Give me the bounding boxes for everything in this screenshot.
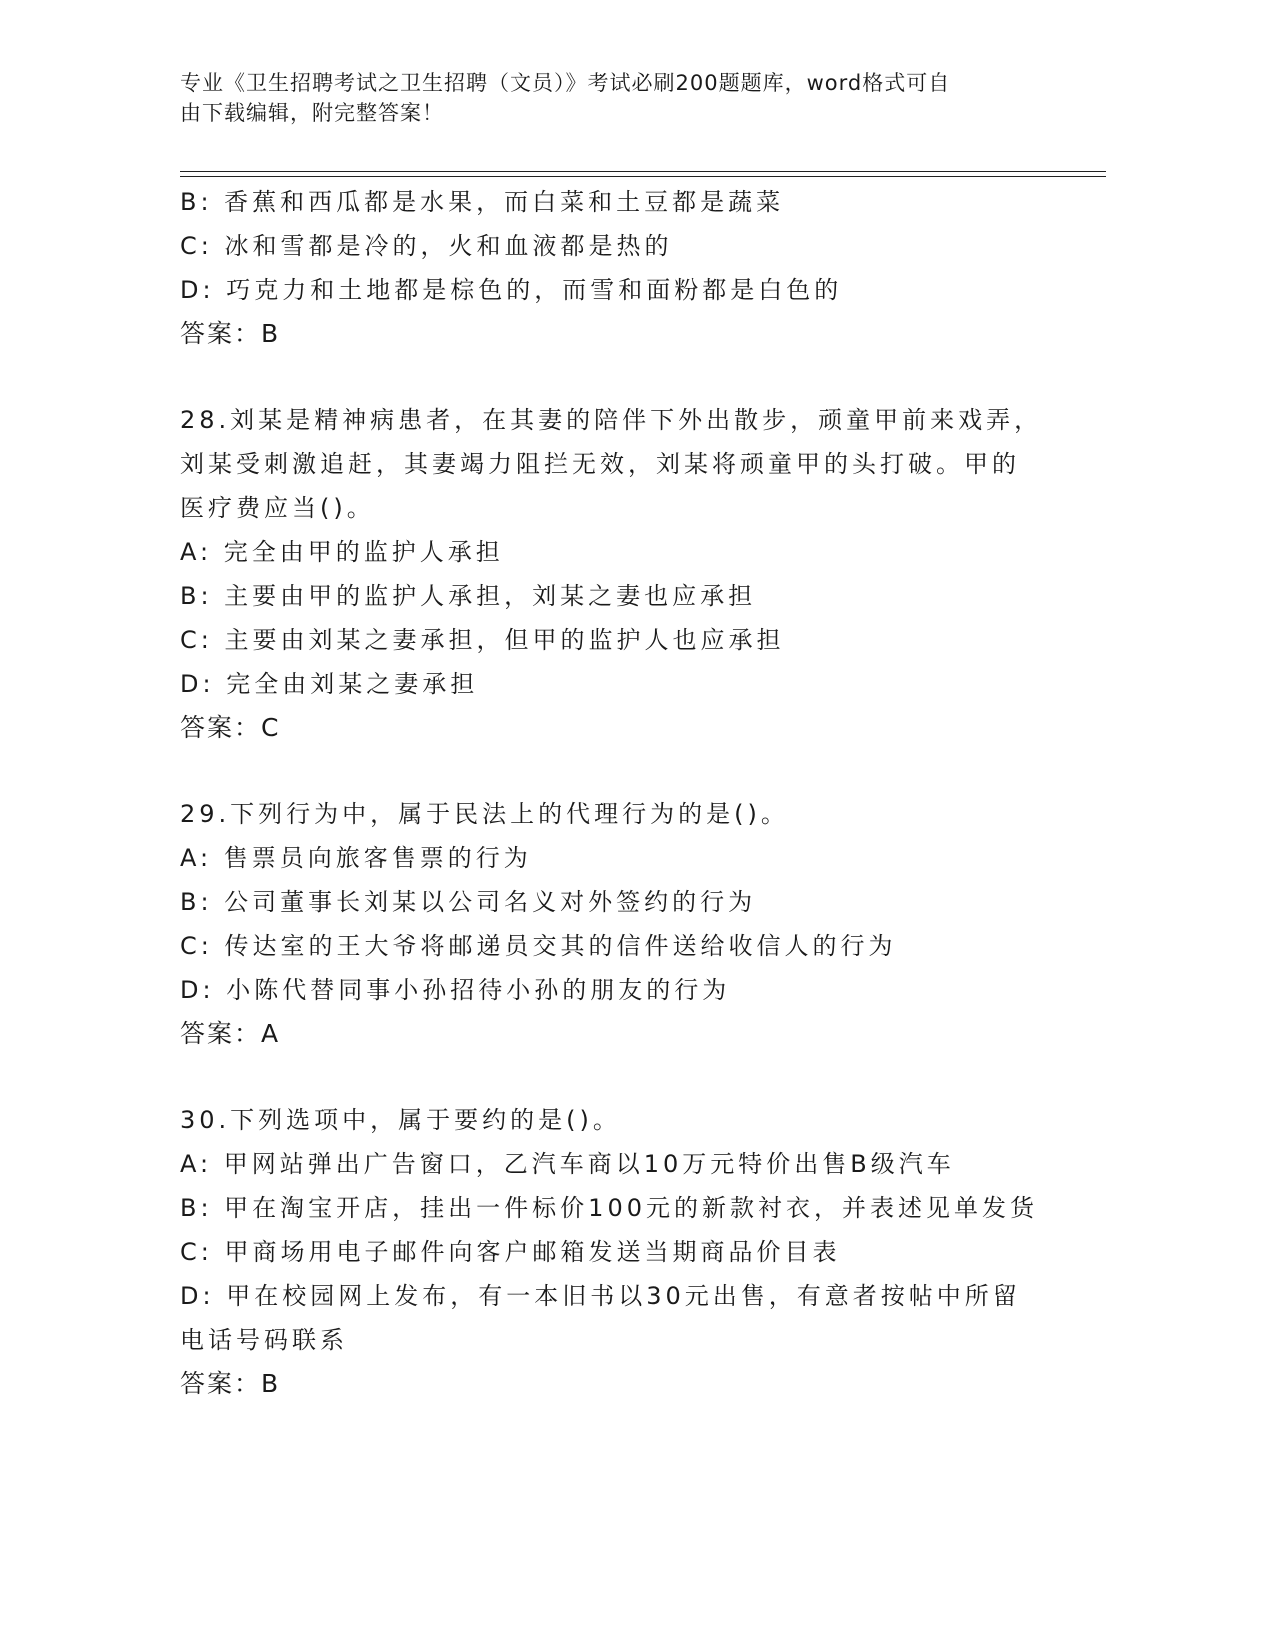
option-a: A: 甲网站弹出广告窗口，乙汽车商以10万元特价出售B级汽车 [180,1150,955,1178]
question-29 [180,792,1060,1056]
option-b: B: 甲在淘宝开店，挂出一件标价100元的新款衬衣，并表述见单发货 [180,1194,1038,1222]
question-stem-line-2: 刘某受刺激追赶，其妻竭力阻拦无效，刘某将顽童甲的头打破。甲的 [180,450,1020,478]
option-a: A: 售票员向旅客售票的行为 [180,844,532,872]
option-b: B: 主要由甲的监护人承担，刘某之妻也应承担 [180,582,757,610]
spacer [180,1056,1060,1098]
answer: 答案：C [180,713,281,742]
option-c: C: 冰和雪都是冷的，火和血液都是热的 [180,232,673,260]
option-a: A: 完全由甲的监护人承担 [180,538,504,566]
header-rule-top [180,171,1106,172]
question-stem: 30.下列选项中，属于要约的是()。 [180,1106,621,1134]
question-stem-line-3: 医疗费应当()。 [180,494,375,522]
answer: 答案：A [180,1019,281,1048]
answer: 答案：B [180,319,281,348]
option-d-line-2: 电话号码联系 [180,1326,348,1354]
document-body [180,180,1060,1406]
header-line-1: 专业《卫生招聘考试之卫生招聘（文员）》考试必刷200题题库，word格式可自 [180,71,951,95]
question-30 [180,1098,1060,1406]
answer: 答案：B [180,1369,281,1398]
question-28 [180,398,1060,750]
option-b: B: 公司董事长刘某以公司名义对外签约的行为 [180,888,757,916]
header-rule-bottom [180,176,1106,177]
option-d: D: 小陈代替同事小孙招待小孙的朋友的行为 [180,976,731,1004]
document-header [180,68,1040,128]
option-d-line-1: D: 甲在校园网上发布，有一本旧书以30元出售，有意者按帖中所留 [180,1282,1021,1310]
option-d: D: 巧克力和土地都是棕色的，而雪和面粉都是白色的 [180,276,843,304]
option-d: D: 完全由刘某之妻承担 [180,670,479,698]
option-c: C: 传达室的王大爷将邮递员交其的信件送给收信人的行为 [180,932,897,960]
spacer [180,750,1060,792]
question-stem-line-1: 28.刘某是精神病患者，在其妻的陪伴下外出散步，顽童甲前来戏弄， [180,406,1043,434]
spacer [180,356,1060,398]
question-27-tail [180,180,1060,356]
option-b: B: 香蕉和西瓜都是水果，而白菜和土豆都是蔬菜 [180,188,785,216]
header-line-2: 由下载编辑，附完整答案！ [180,101,444,125]
question-stem: 29.下列行为中，属于民法上的代理行为的是()。 [180,800,789,828]
option-c: C: 甲商场用电子邮件向客户邮箱发送当期商品价目表 [180,1238,841,1266]
option-c: C: 主要由刘某之妻承担，但甲的监护人也应承担 [180,626,785,654]
